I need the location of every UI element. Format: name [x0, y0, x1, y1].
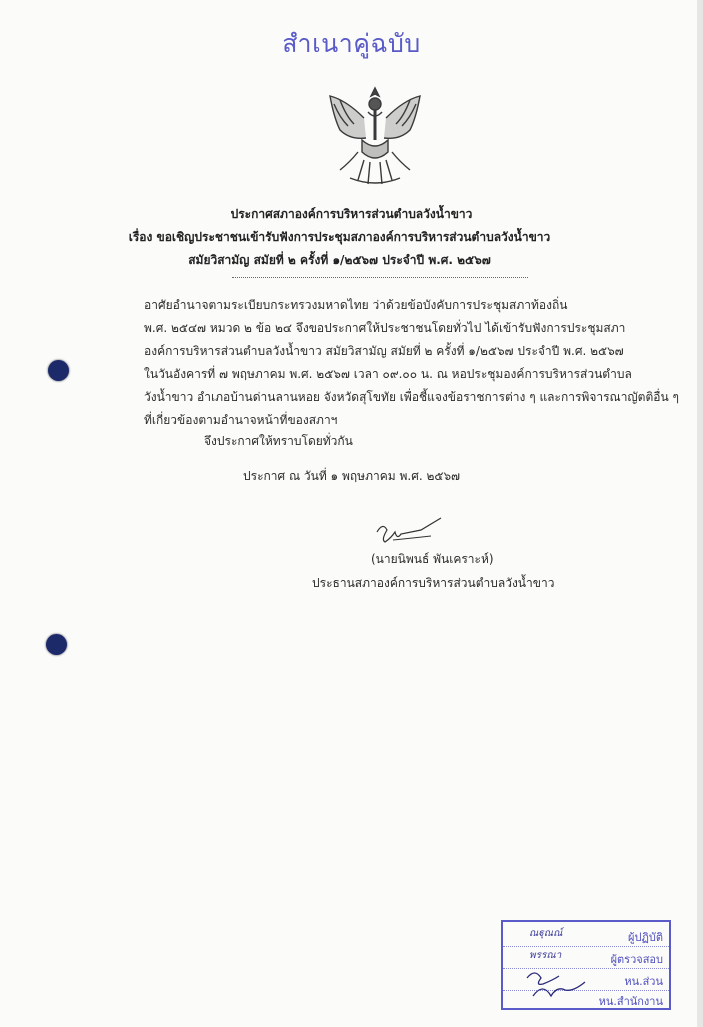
body-paragraph	[144, 294, 679, 432]
garuda-emblem-icon	[320, 82, 430, 190]
announcement-subject: เรื่อง ขอเชิญประชาชนเข้ารับฟังการประชุมสภาองค์การบริหารส่วนตำบลวังน้ำขาว	[128, 230, 551, 244]
announcement-heading: ประกาศสภาองค์การบริหารส่วนตำบลวังน้ำขาว	[230, 207, 473, 221]
stamp-label: หน.ส่วน	[624, 975, 663, 988]
announcement-date: ประกาศ ณ วันที่ ๑ พฤษภาคม พ.ศ. ๒๕๖๗	[243, 469, 461, 483]
stamp-label: ผู้ตรวจสอบ	[610, 953, 663, 966]
body-line: อาศัยอำนาจตามระเบียบกระทรวงมหาดไทย ว่าด้วยข้อบังคับการประชุมสภาท้องถิ่น	[144, 298, 568, 312]
signer-title: ประธานสภาองค์การบริหารส่วนตำบลวังน้ำขาว	[312, 576, 555, 590]
body-line: พ.ศ. ๒๕๔๗ หมวด ๒ ข้อ ๒๔ จึงขอประกาศให้ประชาชนโดยทั่วไป ได้เข้ารับฟังการประชุมสภา	[144, 321, 626, 335]
body-line: องค์การบริหารส่วนตำบลวังน้ำขาว สมัยวิสามัญ สมัยที่ ๒ ครั้งที่ ๑/๒๕๖๗ ประจำปี พ.ศ. ๒๕๖๗	[144, 344, 624, 358]
stamp-handwriting: ณฐุณณ์	[529, 928, 563, 939]
meeting-session: สมัยวิสามัญ สมัยที่ ๒ ครั้งที่ ๑/๒๕๖๗ ประจำปี พ.ศ. ๒๕๖๗	[188, 253, 491, 267]
receipt-stamp	[501, 920, 671, 1010]
handwritten-signature	[365, 512, 465, 552]
body-line: ในวันอังคารที่ ๗ พฤษภาคม พ.ศ. ๒๕๖๗ เวลา ๐๙.๐๐ น. ณ หอประชุมองค์การบริหารส่วนตำบล	[144, 367, 632, 381]
divider	[232, 277, 528, 278]
body-line: ที่เกี่ยวข้องตามอำนาจหน้าที่ของสภาฯ	[144, 413, 338, 427]
punch-hole	[48, 360, 69, 381]
punch-hole	[46, 634, 67, 655]
stamp-label: ผู้ปฏิบัติ	[628, 931, 663, 944]
stamp-scribble	[523, 966, 593, 1008]
stamp-handwriting: พรรณา	[529, 950, 562, 961]
body-line: วังน้ำขาว อำเภอบ้านด่านลานหอย จังหวัดสุโขทัย เพื่อชี้แจงข้อราชการต่าง ๆ และการพิจารณาญัตติอื่น ๆ	[144, 390, 679, 404]
closing-line: จึงประกาศให้ทราบโดยทั่วกัน	[204, 434, 353, 448]
copy-stamp: สำเนาคู่ฉบับ	[282, 29, 421, 58]
signer-name: (นายนิพนธ์ พันเคราะห์)	[371, 552, 494, 566]
page-edge	[697, 0, 703, 1027]
stamp-label: หน.สำนักงาน	[598, 995, 663, 1008]
stamp-row	[503, 924, 669, 947]
